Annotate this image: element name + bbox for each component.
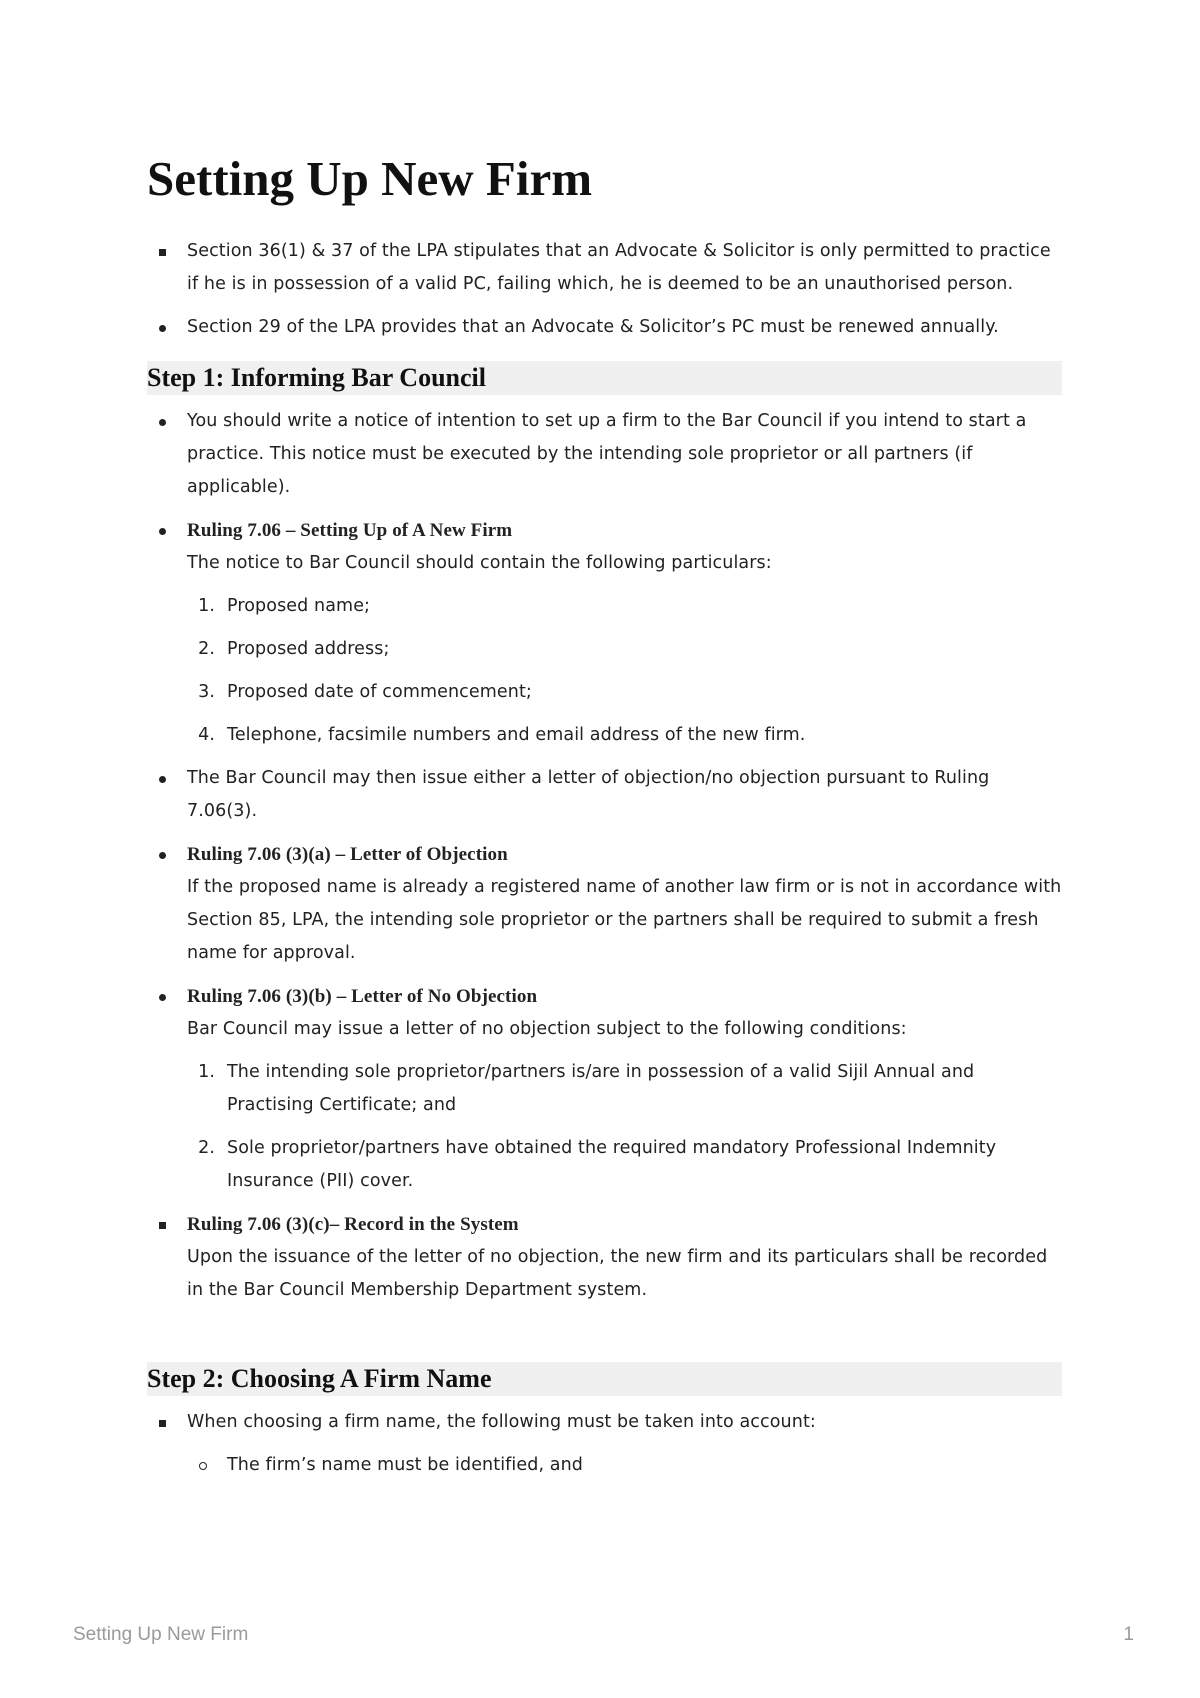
numbered-item-text: The intending sole proprietor/partners is/are in possession of a valid Sijil Annual and Practising Certificate; and: [227, 1062, 975, 1115]
step2-lead: [147, 1406, 1062, 1482]
item-number: 2.: [198, 639, 215, 659]
disc-bullet-icon: [159, 776, 166, 783]
step1-notice: [147, 405, 1062, 504]
numbered-item: [187, 676, 1062, 709]
item-number: 1.: [198, 596, 215, 616]
intro-list: [147, 235, 1062, 344]
step2-sub-list: [187, 1449, 1062, 1482]
notice-text: You should write a notice of intention to set up a firm to the Bar Council if you intend to start a practice. This notice must be executed by the intending sole proprietor or all partners (if applicable).: [187, 411, 1027, 497]
numbered-item: [187, 1056, 1062, 1122]
step2-list: [147, 1406, 1062, 1482]
numbered-item-text: Proposed address;: [227, 639, 390, 659]
objection-note-text: The Bar Council may then issue either a letter of objection/no objection pursuant to Ruling 7.06(3).: [187, 768, 990, 821]
ruling-title: Ruling 7.06 – Setting Up of A New Firm: [187, 520, 513, 541]
ruling-text: Upon the issuance of the letter of no objection, the new firm and its particulars shall be recorded in the Bar Council Membership Department system.: [187, 1247, 1048, 1300]
intro-item: [147, 311, 1062, 344]
numbered-item-text: Proposed name;: [227, 596, 371, 616]
intro-item-text: Section 29 of the LPA provides that an Advocate & Solicitor’s PC must be renewed annually.: [187, 317, 999, 337]
disc-bullet-icon: [159, 325, 166, 332]
numbered-item-text: Sole proprietor/partners have obtained the required mandatory Professional Indemnity Insurance (PII) cover.: [227, 1138, 997, 1191]
numbered-item: [187, 633, 1062, 666]
step2-heading: Step 2: Choosing A Firm Name: [147, 1362, 1062, 1396]
ruling-706-3b: [147, 980, 1062, 1198]
ruling-title: Ruling 7.06 (3)(c)– Record in the System: [187, 1214, 519, 1235]
square-bullet-icon: [159, 1222, 166, 1229]
footer-page-number: 1: [1123, 1624, 1134, 1645]
ruling-title: Ruling 7.06 (3)(a) – Letter of Objection: [187, 844, 508, 865]
step2-lead-text: When choosing a firm name, the following must be taken into account:: [187, 1412, 816, 1432]
document-body: [147, 150, 1062, 1482]
disc-bullet-icon: [159, 852, 166, 859]
numbered-item: [187, 719, 1062, 752]
item-number: 4.: [198, 725, 215, 745]
ruling-text: The notice to Bar Council should contain the following particulars:: [187, 553, 772, 573]
ruling-706: [147, 514, 1062, 752]
square-bullet-icon: [159, 1420, 166, 1427]
intro-item-text: Section 36(1) & 37 of the LPA stipulates that an Advocate & Solicitor is only permitted to practice if he is in possession of a valid PC, failing which, he is deemed to be an unauthorised person.: [187, 241, 1051, 294]
numbered-item-text: Proposed date of commencement;: [227, 682, 532, 702]
intro-item: [147, 235, 1062, 301]
page-title: Setting Up New Firm: [147, 151, 593, 206]
ruling-706-3c: [147, 1208, 1062, 1307]
disc-bullet-icon: [159, 528, 166, 535]
particulars-list: [187, 590, 1062, 752]
ruling-text: Bar Council may issue a letter of no objection subject to the following conditions:: [187, 1019, 907, 1039]
footer-title: Setting Up New Firm: [73, 1624, 249, 1645]
step1-heading: Step 1: Informing Bar Council: [147, 361, 1062, 395]
item-number: 3.: [198, 682, 215, 702]
disc-bullet-icon: [159, 419, 166, 426]
objection-note: [147, 762, 1062, 828]
sub-item: [187, 1449, 1062, 1482]
numbered-item: [187, 1132, 1062, 1198]
step1-list: [147, 405, 1062, 1307]
item-number: 1.: [198, 1062, 215, 1082]
numbered-item: [187, 590, 1062, 623]
square-bullet-icon: [159, 249, 166, 256]
disc-bullet-icon: [159, 994, 166, 1001]
ruling-title: Ruling 7.06 (3)(b) – Letter of No Objection: [187, 986, 538, 1007]
conditions-list: [187, 1056, 1062, 1198]
ruling-706-3a: [147, 838, 1062, 970]
circle-bullet-icon: [199, 1462, 207, 1470]
item-number: 2.: [198, 1138, 215, 1158]
ruling-text: If the proposed name is already a registered name of another law firm or is not in accordance with Section 85, LPA, the intending sole proprietor or the partners shall be required to submit a fresh name for approval.: [187, 877, 1062, 963]
numbered-item-text: Telephone, facsimile numbers and email address of the new firm.: [227, 725, 806, 745]
sub-item-text: The firm’s name must be identified, and: [227, 1455, 584, 1475]
